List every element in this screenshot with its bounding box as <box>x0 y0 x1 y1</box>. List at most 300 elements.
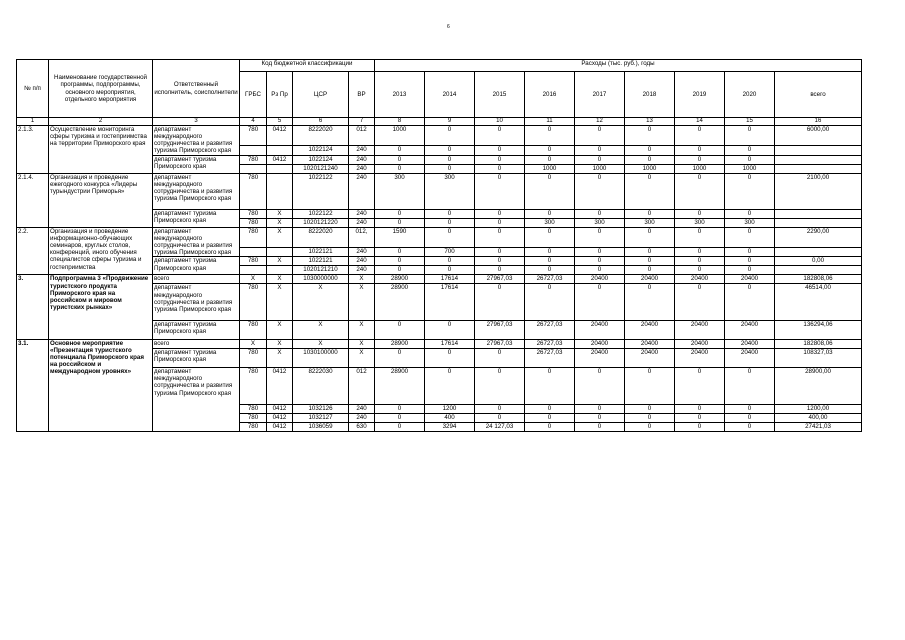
year-value: 0 <box>725 247 775 256</box>
grbs-cell: 780 <box>240 126 267 146</box>
year-value: 0 <box>575 155 625 164</box>
year-value: 27967,03 <box>475 339 525 348</box>
total-value <box>775 247 862 256</box>
grbs-cell: 780 <box>240 155 267 164</box>
year-value: 0 <box>525 146 575 155</box>
year-value: 0 <box>725 146 775 155</box>
responsible-executor: департамент международного сотрудничества и развития туризма Приморского края <box>153 173 240 209</box>
column-number: 8 <box>375 118 425 126</box>
vr-cell: 240 <box>349 209 375 218</box>
vr-cell: 012, <box>349 227 375 247</box>
year-value: 1000 <box>675 164 725 173</box>
year-value: 0 <box>525 422 575 431</box>
year-value: 17614 <box>425 284 475 320</box>
row-number: 2.1.3. <box>17 126 49 174</box>
year-value: 0 <box>475 247 525 256</box>
csr-cell: 1032126 <box>293 404 349 413</box>
responsible-executor: департамент международного сотрудничества и развития туризма Приморского края <box>153 227 240 257</box>
year-value: 0 <box>475 266 525 275</box>
total-value: 6000,00 <box>775 126 862 146</box>
table-row <box>17 126 862 146</box>
year-value: 0 <box>725 173 775 209</box>
year-value: 28900 <box>375 284 425 320</box>
year-value: 0 <box>575 209 625 218</box>
year-value: 0 <box>475 164 525 173</box>
year-value: 0 <box>575 404 625 413</box>
table-row <box>17 227 862 247</box>
year-value: 26727,03 <box>525 275 575 284</box>
rzpr-cell: 0412 <box>267 413 293 422</box>
vr-cell: 240 <box>349 164 375 173</box>
grbs-cell: X <box>240 339 267 348</box>
year-value: 0 <box>375 348 425 367</box>
year-value: 0 <box>425 218 475 227</box>
csr-cell: 8222030 <box>293 368 349 404</box>
year-value: 0 <box>675 404 725 413</box>
year-value: 0 <box>425 257 475 266</box>
year-value: 20400 <box>725 320 775 339</box>
year-value: 0 <box>375 146 425 155</box>
year-value: 26727,03 <box>525 320 575 339</box>
total-value: 182808,06 <box>775 275 862 284</box>
year-value: 300 <box>625 218 675 227</box>
grbs-cell <box>240 266 267 275</box>
header-year: 2017 <box>575 72 625 118</box>
year-value: 0 <box>475 126 525 146</box>
year-value: 0 <box>625 227 675 247</box>
csr-cell: 1032127 <box>293 413 349 422</box>
year-value: 0 <box>675 284 725 320</box>
column-number: 15 <box>725 118 775 126</box>
row-number: 2.1.4. <box>17 173 49 227</box>
year-value: 0 <box>475 413 525 422</box>
total-value <box>775 164 862 173</box>
column-number: 11 <box>525 118 575 126</box>
total-value: 108327,03 <box>775 348 862 367</box>
grbs-cell: 780 <box>240 348 267 367</box>
csr-cell: X <box>293 339 349 348</box>
header-kbk: Код бюджетной классификации <box>240 60 375 72</box>
column-number: 9 <box>425 118 475 126</box>
year-value: 0 <box>525 155 575 164</box>
grbs-cell: 780 <box>240 173 267 209</box>
year-value: 20400 <box>575 275 625 284</box>
year-value: 0 <box>525 227 575 247</box>
year-value: 0 <box>575 227 625 247</box>
year-value: 20400 <box>575 320 625 339</box>
year-value: 0 <box>675 173 725 209</box>
total-value: 400,00 <box>775 413 862 422</box>
year-value: 0 <box>475 257 525 266</box>
year-value: 700 <box>425 247 475 256</box>
rzpr-cell: 0412 <box>267 126 293 146</box>
header-year: 2014 <box>425 72 475 118</box>
csr-cell: 1030000000 <box>293 275 349 284</box>
rzpr-cell: X <box>267 320 293 339</box>
year-value: 20400 <box>725 275 775 284</box>
table-row <box>17 339 862 348</box>
responsible-executor: всего <box>153 275 240 284</box>
rzpr-cell <box>267 247 293 256</box>
year-value: 0 <box>425 227 475 247</box>
year-value: 0 <box>475 155 525 164</box>
year-value: 0 <box>525 209 575 218</box>
year-value: 0 <box>375 247 425 256</box>
vr-cell: 240 <box>349 266 375 275</box>
year-value: 0 <box>575 413 625 422</box>
header-year: 2018 <box>625 72 675 118</box>
year-value: 0 <box>375 413 425 422</box>
row-name: Основное мероприятие «Презентация туристского потенциала Приморского края на российском и международном уровнях» <box>49 339 153 431</box>
year-value: 20400 <box>675 275 725 284</box>
responsible-executor: департамент туризма Приморского края <box>153 257 240 275</box>
vr-cell: 240 <box>349 247 375 256</box>
header-year: 2019 <box>675 72 725 118</box>
column-number: 4 <box>240 118 267 126</box>
year-value: 300 <box>575 218 625 227</box>
column-number: 3 <box>153 118 240 126</box>
page-number: 6 <box>447 24 450 30</box>
rzpr-cell: X <box>267 218 293 227</box>
rzpr-cell <box>267 164 293 173</box>
year-value: 0 <box>375 422 425 431</box>
year-value: 400 <box>425 413 475 422</box>
grbs-cell <box>240 247 267 256</box>
rzpr-cell: 0412 <box>267 422 293 431</box>
total-value: 182808,06 <box>775 339 862 348</box>
year-value: 20400 <box>625 275 675 284</box>
grbs-cell: X <box>240 275 267 284</box>
year-value: 0 <box>725 257 775 266</box>
header-vr: ВР <box>349 72 375 118</box>
year-value: 0 <box>625 404 675 413</box>
year-value: 0 <box>725 227 775 247</box>
rzpr-cell <box>267 266 293 275</box>
column-number: 5 <box>267 118 293 126</box>
total-value: 2100,00 <box>775 173 862 209</box>
row-name: Организация и проведение ежегодного конкурса «Лидеры турындустрии Приморья» <box>49 173 153 227</box>
year-value: 28900 <box>375 339 425 348</box>
year-value: 0 <box>675 126 725 146</box>
year-value: 0 <box>375 404 425 413</box>
year-value: 0 <box>525 266 575 275</box>
vr-cell: X <box>349 284 375 320</box>
year-value: 300 <box>725 218 775 227</box>
vr-cell: 240 <box>349 413 375 422</box>
year-value: 0 <box>725 266 775 275</box>
year-value: 1590 <box>375 227 425 247</box>
rzpr-cell <box>267 146 293 155</box>
total-value <box>775 209 862 218</box>
year-value: 20400 <box>625 339 675 348</box>
grbs-cell: 780 <box>240 404 267 413</box>
year-value: 26727,03 <box>525 348 575 367</box>
year-value: 0 <box>625 422 675 431</box>
csr-cell: 1022122 <box>293 173 349 209</box>
year-value: 0 <box>575 257 625 266</box>
year-value: 0 <box>625 257 675 266</box>
total-value <box>775 146 862 155</box>
budget-table <box>16 59 862 432</box>
header-csr: ЦСР <box>293 72 349 118</box>
vr-cell: X <box>349 275 375 284</box>
header-name: Наименование государственной программы, подпрограммы, основного мероприятия, отдельного мероприятия <box>49 60 153 118</box>
year-value: 0 <box>575 173 625 209</box>
grbs-cell: 780 <box>240 422 267 431</box>
total-value: 46514,00 <box>775 284 862 320</box>
year-value: 0 <box>425 348 475 367</box>
total-value: 1200,00 <box>775 404 862 413</box>
csr-cell: X <box>293 320 349 339</box>
year-value: 300 <box>375 173 425 209</box>
year-value: 0 <box>625 413 675 422</box>
vr-cell: 240 <box>349 257 375 266</box>
year-value: 0 <box>625 266 675 275</box>
grbs-cell: 780 <box>240 413 267 422</box>
year-value: 20400 <box>675 339 725 348</box>
year-value: 300 <box>525 218 575 227</box>
rzpr-cell <box>267 173 293 209</box>
year-value: 0 <box>675 413 725 422</box>
csr-cell: 1020121210 <box>293 266 349 275</box>
grbs-cell: 780 <box>240 257 267 266</box>
year-value: 0 <box>425 209 475 218</box>
year-value: 0 <box>425 320 475 339</box>
column-number: 1 <box>17 118 49 126</box>
grbs-cell <box>240 146 267 155</box>
year-value: 0 <box>725 422 775 431</box>
column-number: 2 <box>49 118 153 126</box>
year-value: 0 <box>675 266 725 275</box>
total-value: 27421,03 <box>775 422 862 431</box>
table-row <box>17 275 862 284</box>
year-value: 0 <box>725 126 775 146</box>
year-value: 17614 <box>425 275 475 284</box>
year-value: 0 <box>725 284 775 320</box>
responsible-executor: департамент международного сотрудничества и развития туризма Приморского края <box>153 126 240 156</box>
year-value: 1000 <box>375 126 425 146</box>
grbs-cell: 780 <box>240 320 267 339</box>
year-value: 0 <box>525 247 575 256</box>
row-number: 3. <box>17 275 49 340</box>
year-value: 0 <box>625 284 675 320</box>
year-value: 0 <box>425 368 475 404</box>
year-value: 0 <box>575 368 625 404</box>
csr-cell: 1020121240 <box>293 164 349 173</box>
year-value: 0 <box>525 257 575 266</box>
year-value: 20400 <box>725 339 775 348</box>
responsible-executor: департамент международного сотрудничества и развития туризма Приморского края <box>153 368 240 431</box>
year-value: 0 <box>525 173 575 209</box>
year-value: 0 <box>625 209 675 218</box>
year-value: 0 <box>525 284 575 320</box>
year-value: 0 <box>625 126 675 146</box>
year-value: 0 <box>675 257 725 266</box>
year-value: 0 <box>375 266 425 275</box>
year-value: 0 <box>475 284 525 320</box>
vr-cell: 240 <box>349 173 375 209</box>
vr-cell: X <box>349 320 375 339</box>
rzpr-cell: 0412 <box>267 368 293 404</box>
column-number: 10 <box>475 118 525 126</box>
header-expenses: Расходы (тыс. руб.), годы <box>375 60 862 72</box>
rzpr-cell: X <box>267 227 293 247</box>
row-name: Организация и проведение информационно-обучающих семинаров, круглых столов, конференций, иного обучения специалистов сферы туризма и гостеприимства <box>49 227 153 275</box>
year-value: 0 <box>725 368 775 404</box>
year-value: 0 <box>425 164 475 173</box>
year-value: 0 <box>425 126 475 146</box>
year-value: 0 <box>575 126 625 146</box>
year-value: 26727,03 <box>525 339 575 348</box>
csr-cell: 1022124 <box>293 146 349 155</box>
year-value: 0 <box>475 146 525 155</box>
year-value: 0 <box>625 155 675 164</box>
year-value: 1000 <box>575 164 625 173</box>
year-value: 0 <box>675 227 725 247</box>
year-value: 0 <box>625 247 675 256</box>
rzpr-cell: 0412 <box>267 404 293 413</box>
csr-cell: X <box>293 284 349 320</box>
year-value: 20400 <box>725 348 775 367</box>
column-number: 14 <box>675 118 725 126</box>
year-value: 20400 <box>575 339 625 348</box>
year-value: 3294 <box>425 422 475 431</box>
header-year: 2020 <box>725 72 775 118</box>
year-value: 0 <box>675 146 725 155</box>
year-value: 24 127,03 <box>475 422 525 431</box>
grbs-cell: 780 <box>240 284 267 320</box>
responsible-executor: всего <box>153 339 240 348</box>
year-value: 20400 <box>625 320 675 339</box>
column-number: 16 <box>775 118 862 126</box>
vr-cell: 240 <box>349 155 375 164</box>
vr-cell: 240 <box>349 218 375 227</box>
year-value: 1000 <box>625 164 675 173</box>
csr-cell: 1020121220 <box>293 218 349 227</box>
year-value: 1000 <box>525 164 575 173</box>
year-value: 0 <box>475 368 525 404</box>
csr-cell: 1022122 <box>293 209 349 218</box>
csr-cell: 1022121 <box>293 257 349 266</box>
year-value: 0 <box>575 284 625 320</box>
grbs-cell <box>240 164 267 173</box>
year-value: 0 <box>375 218 425 227</box>
vr-cell: X <box>349 348 375 367</box>
year-value: 0 <box>375 209 425 218</box>
year-value: 0 <box>475 209 525 218</box>
csr-cell: 1022121 <box>293 247 349 256</box>
responsible-executor: департамент международного сотрудничества и развития туризма Приморского края <box>153 284 240 320</box>
row-number: 3.1. <box>17 339 49 431</box>
vr-cell: 012 <box>349 368 375 404</box>
column-number: 7 <box>349 118 375 126</box>
year-value: 0 <box>375 164 425 173</box>
year-value: 17614 <box>425 339 475 348</box>
row-name: Подпрограмма 3 «Продвижение туристского продукта Приморского края на российском и мировом туристских рынках» <box>49 275 153 340</box>
csr-cell: 1022124 <box>293 155 349 164</box>
header-rzpr: Рз Пр <box>267 72 293 118</box>
vr-cell: 012 <box>349 126 375 146</box>
grbs-cell: 780 <box>240 368 267 404</box>
year-value: 28900 <box>375 275 425 284</box>
year-value: 0 <box>725 155 775 164</box>
year-value: 20400 <box>625 348 675 367</box>
year-value: 0 <box>475 227 525 247</box>
rzpr-cell: X <box>267 339 293 348</box>
year-value: 0 <box>575 266 625 275</box>
year-value: 0 <box>525 413 575 422</box>
vr-cell: 630 <box>349 422 375 431</box>
year-value: 0 <box>475 173 525 209</box>
header-responsible: Ответственный исполнитель, соисполнители <box>153 60 240 118</box>
year-value: 0 <box>575 422 625 431</box>
header-year: 2016 <box>525 72 575 118</box>
year-value: 27967,03 <box>475 275 525 284</box>
responsible-executor: департамент туризма Приморского края <box>153 209 240 227</box>
year-value: 1000 <box>725 164 775 173</box>
year-value: 0 <box>675 247 725 256</box>
header-year: 2013 <box>375 72 425 118</box>
rzpr-cell: X <box>267 275 293 284</box>
year-value: 0 <box>725 209 775 218</box>
year-value: 300 <box>675 218 725 227</box>
vr-cell: 240 <box>349 146 375 155</box>
total-value: 2290,00 <box>775 227 862 247</box>
year-value: 0 <box>575 247 625 256</box>
vr-cell: 240 <box>349 404 375 413</box>
year-value: 0 <box>425 155 475 164</box>
csr-cell: 1030100000 <box>293 348 349 367</box>
year-value: 1200 <box>425 404 475 413</box>
vr-cell: X <box>349 339 375 348</box>
header-num: № п/п <box>17 60 49 118</box>
year-value: 27967,03 <box>475 320 525 339</box>
year-value: 0 <box>475 404 525 413</box>
year-value: 0 <box>375 320 425 339</box>
year-value: 0 <box>425 266 475 275</box>
total-value <box>775 155 862 164</box>
year-value: 0 <box>725 413 775 422</box>
rzpr-cell: X <box>267 257 293 266</box>
year-value: 0 <box>525 404 575 413</box>
year-value: 0 <box>525 126 575 146</box>
csr-cell: 8222020 <box>293 126 349 146</box>
year-value: 0 <box>675 209 725 218</box>
rzpr-cell: 0412 <box>267 155 293 164</box>
rzpr-cell: X <box>267 284 293 320</box>
year-value: 0 <box>425 146 475 155</box>
year-value: 0 <box>625 146 675 155</box>
grbs-cell: 780 <box>240 227 267 247</box>
header-year: 2015 <box>475 72 525 118</box>
year-value: 0 <box>675 368 725 404</box>
year-value: 0 <box>475 348 525 367</box>
year-value: 0 <box>575 146 625 155</box>
header-grbs: ГРБС <box>240 72 267 118</box>
csr-cell: 8222020 <box>293 227 349 247</box>
year-value: 0 <box>675 422 725 431</box>
grbs-cell: 780 <box>240 209 267 218</box>
responsible-executor: департамент туризма Приморского края <box>153 348 240 367</box>
responsible-executor: департамент туризма Приморского края <box>153 320 240 339</box>
header-total: всего <box>775 72 862 118</box>
table-row <box>17 173 862 209</box>
column-number: 13 <box>625 118 675 126</box>
year-value: 0 <box>725 404 775 413</box>
grbs-cell: 780 <box>240 218 267 227</box>
year-value: 0 <box>475 218 525 227</box>
year-value: 20400 <box>575 348 625 367</box>
